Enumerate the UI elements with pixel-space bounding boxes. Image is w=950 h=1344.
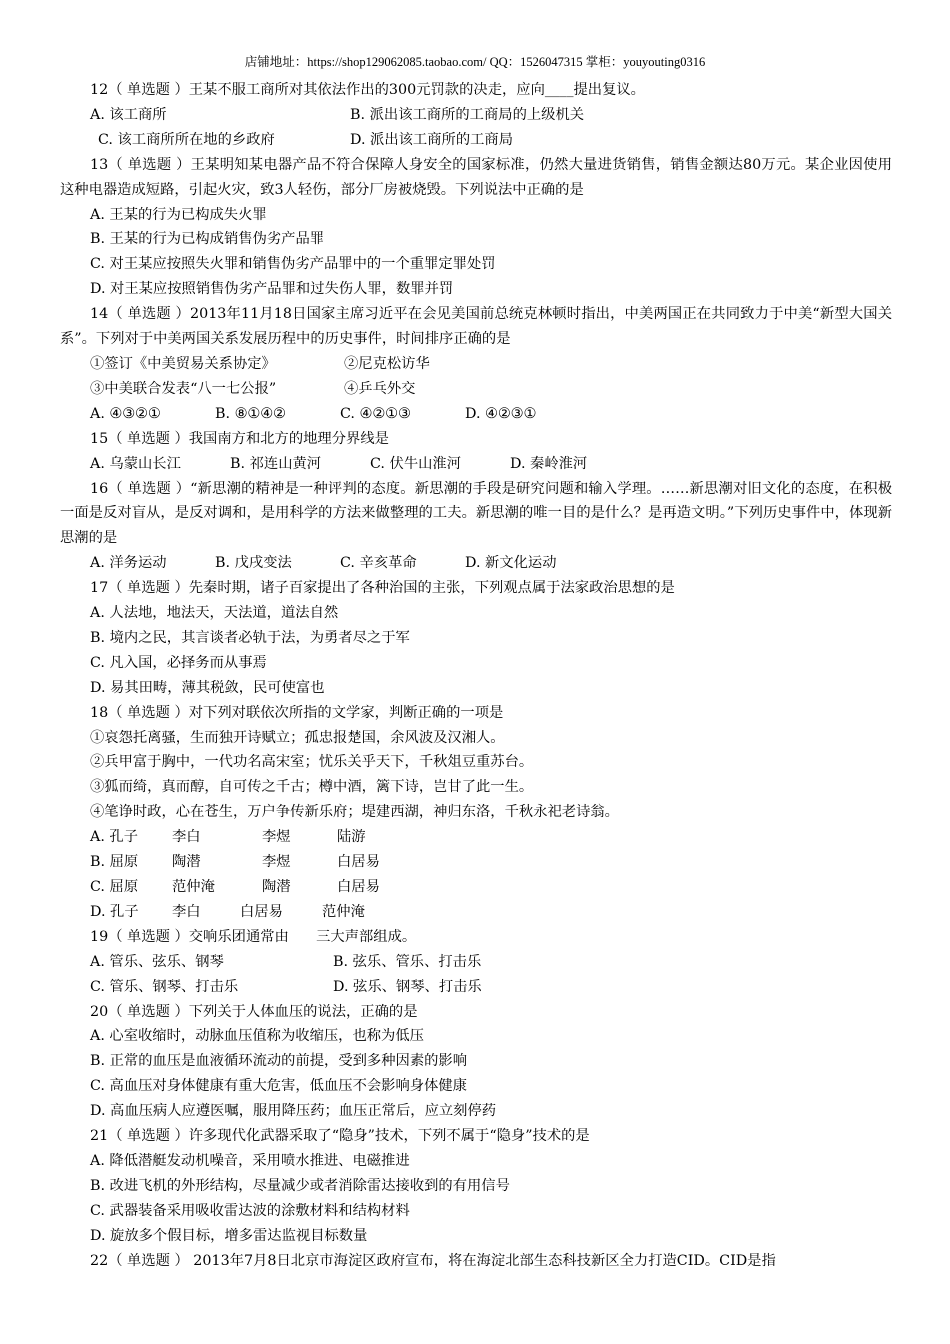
option-a: A. 降低潜艇发动机噪音，采用喷水推进、电磁推进 xyxy=(90,1152,410,1169)
option-row xyxy=(60,950,892,975)
option-c: C. ④②①③ xyxy=(340,405,411,422)
option-row xyxy=(60,452,892,477)
option-a: A. 洋务运动 xyxy=(90,555,167,572)
option-d: D. 高血压病人应遵医嘱，服用降压药；血压正常后，应立刻停药 xyxy=(90,1103,497,1120)
question-stem: 20（ 单选题 ）下列关于人体血压的说法，正确的是 xyxy=(90,1003,418,1020)
option-cell: 李白 xyxy=(172,903,201,920)
option-cell: 范仲淹 xyxy=(172,879,215,895)
option-b: B. 改进飞机的外形结构，尽量减少或者消除雷达接收到的有用信号 xyxy=(90,1177,510,1194)
item-row xyxy=(60,377,892,402)
question-stem: 19（ 单选题 ）交响乐团通常由 三大声部组成。 xyxy=(90,928,417,945)
option-b: B. ⑧①④② xyxy=(215,405,286,422)
option-row xyxy=(60,103,892,128)
question-stem: 22（ 单选题 ） 2013年7月8日北京市海淀区政府宣布，将在海淀北部生态科技新区全力打造CID。CID是指 xyxy=(90,1252,776,1269)
option-a: A. 王某的行为已构成失火罪 xyxy=(90,206,267,223)
item-2: ②兵甲富于胸中，一代功名高宋室；忧乐关乎天下，千秋俎豆重苏台。 xyxy=(90,754,534,771)
question-stem: 12（ 单选题 ）王某不服工商所对其依法作出的300元罚款的决走，应向____提出复议。 xyxy=(90,82,645,98)
option-row-b xyxy=(60,850,892,875)
option-row xyxy=(60,551,892,576)
option-a: A. 管乐、弦乐、钢琴 xyxy=(90,953,224,970)
option-c: C. 辛亥革命 xyxy=(340,555,417,572)
option-row-d xyxy=(60,900,892,925)
option-c: C. 高血压对身体健康有重大危害，低血压不会影响身体健康 xyxy=(90,1078,467,1095)
question-stem: 17（ 单选题 ）先秦时期，诸子百家提出了各种治国的主张，下列观点属于法家政治思想的是 xyxy=(90,580,675,597)
option-a: A. ④③②① xyxy=(90,405,161,422)
option-cell: 范仲淹 xyxy=(322,903,365,920)
question-list xyxy=(60,78,892,1274)
option-label-d: D. 孔子 xyxy=(90,903,139,920)
option-cell: 陶潜 xyxy=(262,879,291,895)
option-row-c xyxy=(60,875,892,900)
option-label-c: C. 屈原 xyxy=(90,879,139,895)
question-stem: 13（ 单选题 ）王某明知某电器产品不符合保障人身安全的国家标准，仍然大量进货销售，销售金额达80万元。某企业因使用这种电器造成短路，引起火灾，致3人轻伤，部分厂房被烧毁。下列说法中正确的是 xyxy=(60,156,892,198)
question-stem: 18（ 单选题 ）对下列对联依次所指的文学家，判断正确的一项是 xyxy=(90,704,504,721)
option-cell: 陆游 xyxy=(337,829,366,846)
option-row xyxy=(60,402,892,427)
option-d: D. 易其田畴，薄其税敛，民可使富也 xyxy=(90,679,325,696)
option-d: D. 对王某应按照销售伪劣产品罪和过失伤人罪，数罪并罚 xyxy=(90,281,454,298)
item-1: ①哀怨托离骚，生而独开诗赋立；孤忠报楚国，余风波及汉湘人。 xyxy=(90,729,505,746)
page-header: 店铺地址：https://shop129062085.taobao.com/ QQ：1526047315 掌柜：youyouting0316 xyxy=(244,55,706,69)
option-c: C. 凡入国，必择务而从事焉 xyxy=(90,654,267,671)
option-b: B. 派出该工商所的工商局的上级机关 xyxy=(350,106,585,123)
item-2: ②尼克松访华 xyxy=(344,355,430,372)
option-d: D. 新文化运动 xyxy=(465,555,557,572)
item-1: ①签订《中美贸易关系协定》 xyxy=(90,355,276,372)
option-d: D. 旋放多个假目标，增多雷达监视目标数量 xyxy=(90,1227,368,1244)
option-cell: 李煜 xyxy=(262,854,291,871)
option-b: B. 正常的血压是血液循环流动的前提，受到多种因素的影响 xyxy=(90,1053,468,1070)
question-stem: 21（ 单选题 ）许多现代化武器采取了“隐身”技术，下列不属于“隐身”技术的是 xyxy=(90,1128,590,1145)
option-row-a xyxy=(60,825,892,850)
option-c: C. 管乐、钢琴、打击乐 xyxy=(90,978,239,995)
option-c: C. 伏牛山淮河 xyxy=(370,455,462,472)
option-cell: 李煜 xyxy=(262,829,291,846)
item-4: ④乒乓外交 xyxy=(344,380,416,397)
option-a: A. 人法地，地法天，天法道，道法自然 xyxy=(90,605,339,622)
item-3: ③中美联合发表“八一七公报” xyxy=(90,380,277,397)
option-b: B. 境内之民，其言谈者必轨于法，为勇者尽之于军 xyxy=(90,629,410,646)
option-cell: 李白 xyxy=(172,829,201,846)
question-stem: 14（ 单选题 ）2013年11月18日国家主席习近平在会见美国前总统克林顿时指出，中美两国正在共同致力于中美“新型大国关系”。下列对于中美两国关系发展历程中的历史事件，时间排序正确的是 xyxy=(60,306,892,348)
item-3: ③狐而绮，真而醇，自可传之千古；樽中酒，篱下诗，岂甘了此一生。 xyxy=(90,779,534,796)
option-row xyxy=(60,128,892,153)
option-cell: 白居易 xyxy=(337,854,380,871)
item-row xyxy=(60,352,892,377)
question-stem: 15（ 单选题 ）我国南方和北方的地理分界线是 xyxy=(90,430,389,447)
question-stem: 16（ 单选题 ）“新思潮的精神是一种评判的态度。新思潮的手段是研究问题和输入学理。……新思潮对旧文化的态度，在积极一面是反对盲从，是反对调和，是用科学的方法来做整理的工夫。新思潮的唯一目的是什么？是再造文明。”下列历史事件中，体现新思潮的是 xyxy=(60,480,892,547)
option-b: B. 祁连山黄河 xyxy=(230,455,322,472)
option-b: B. 戊戌变法 xyxy=(215,555,292,572)
option-a: A. 心室收缩时，动脉血压值称为收缩压，也称为低压 xyxy=(90,1028,424,1045)
option-cell: 白居易 xyxy=(240,903,283,920)
option-d: D. 弦乐、钢琴、打击乐 xyxy=(333,978,482,995)
option-cell: 白居易 xyxy=(337,879,380,895)
option-b: B. 王某的行为已构成销售伪劣产品罪 xyxy=(90,231,325,248)
option-label-a: A. 孔子 xyxy=(90,829,139,846)
option-a: A. 乌蒙山长江 xyxy=(90,455,181,472)
item-4: ④笔诤时政，心在苍生，万户争传新乐府；堤建西湖，神归东洛，千秋永祀老诗翁。 xyxy=(90,804,619,821)
option-d: D. 秦岭淮河 xyxy=(510,455,588,472)
option-a: A. 该工商所 xyxy=(90,106,167,123)
option-label-b: B. 屈原 xyxy=(90,854,139,871)
option-b: B. 弦乐、管乐、打击乐 xyxy=(333,953,482,970)
option-c: C. 武器装备采用吸收雷达波的涂敷材料和结构材料 xyxy=(90,1202,410,1219)
option-cell: 陶潜 xyxy=(172,854,201,871)
option-d: D. 派出该工商所的工商局 xyxy=(350,131,514,148)
option-c: C. 该工商所所在地的乡政府 xyxy=(98,131,275,148)
option-c: C. 对王某应按照失火罪和销售伪劣产品罪中的一个重罪定罪处罚 xyxy=(90,256,496,273)
option-d: D. ④②③① xyxy=(465,405,537,422)
option-row xyxy=(60,975,892,1000)
